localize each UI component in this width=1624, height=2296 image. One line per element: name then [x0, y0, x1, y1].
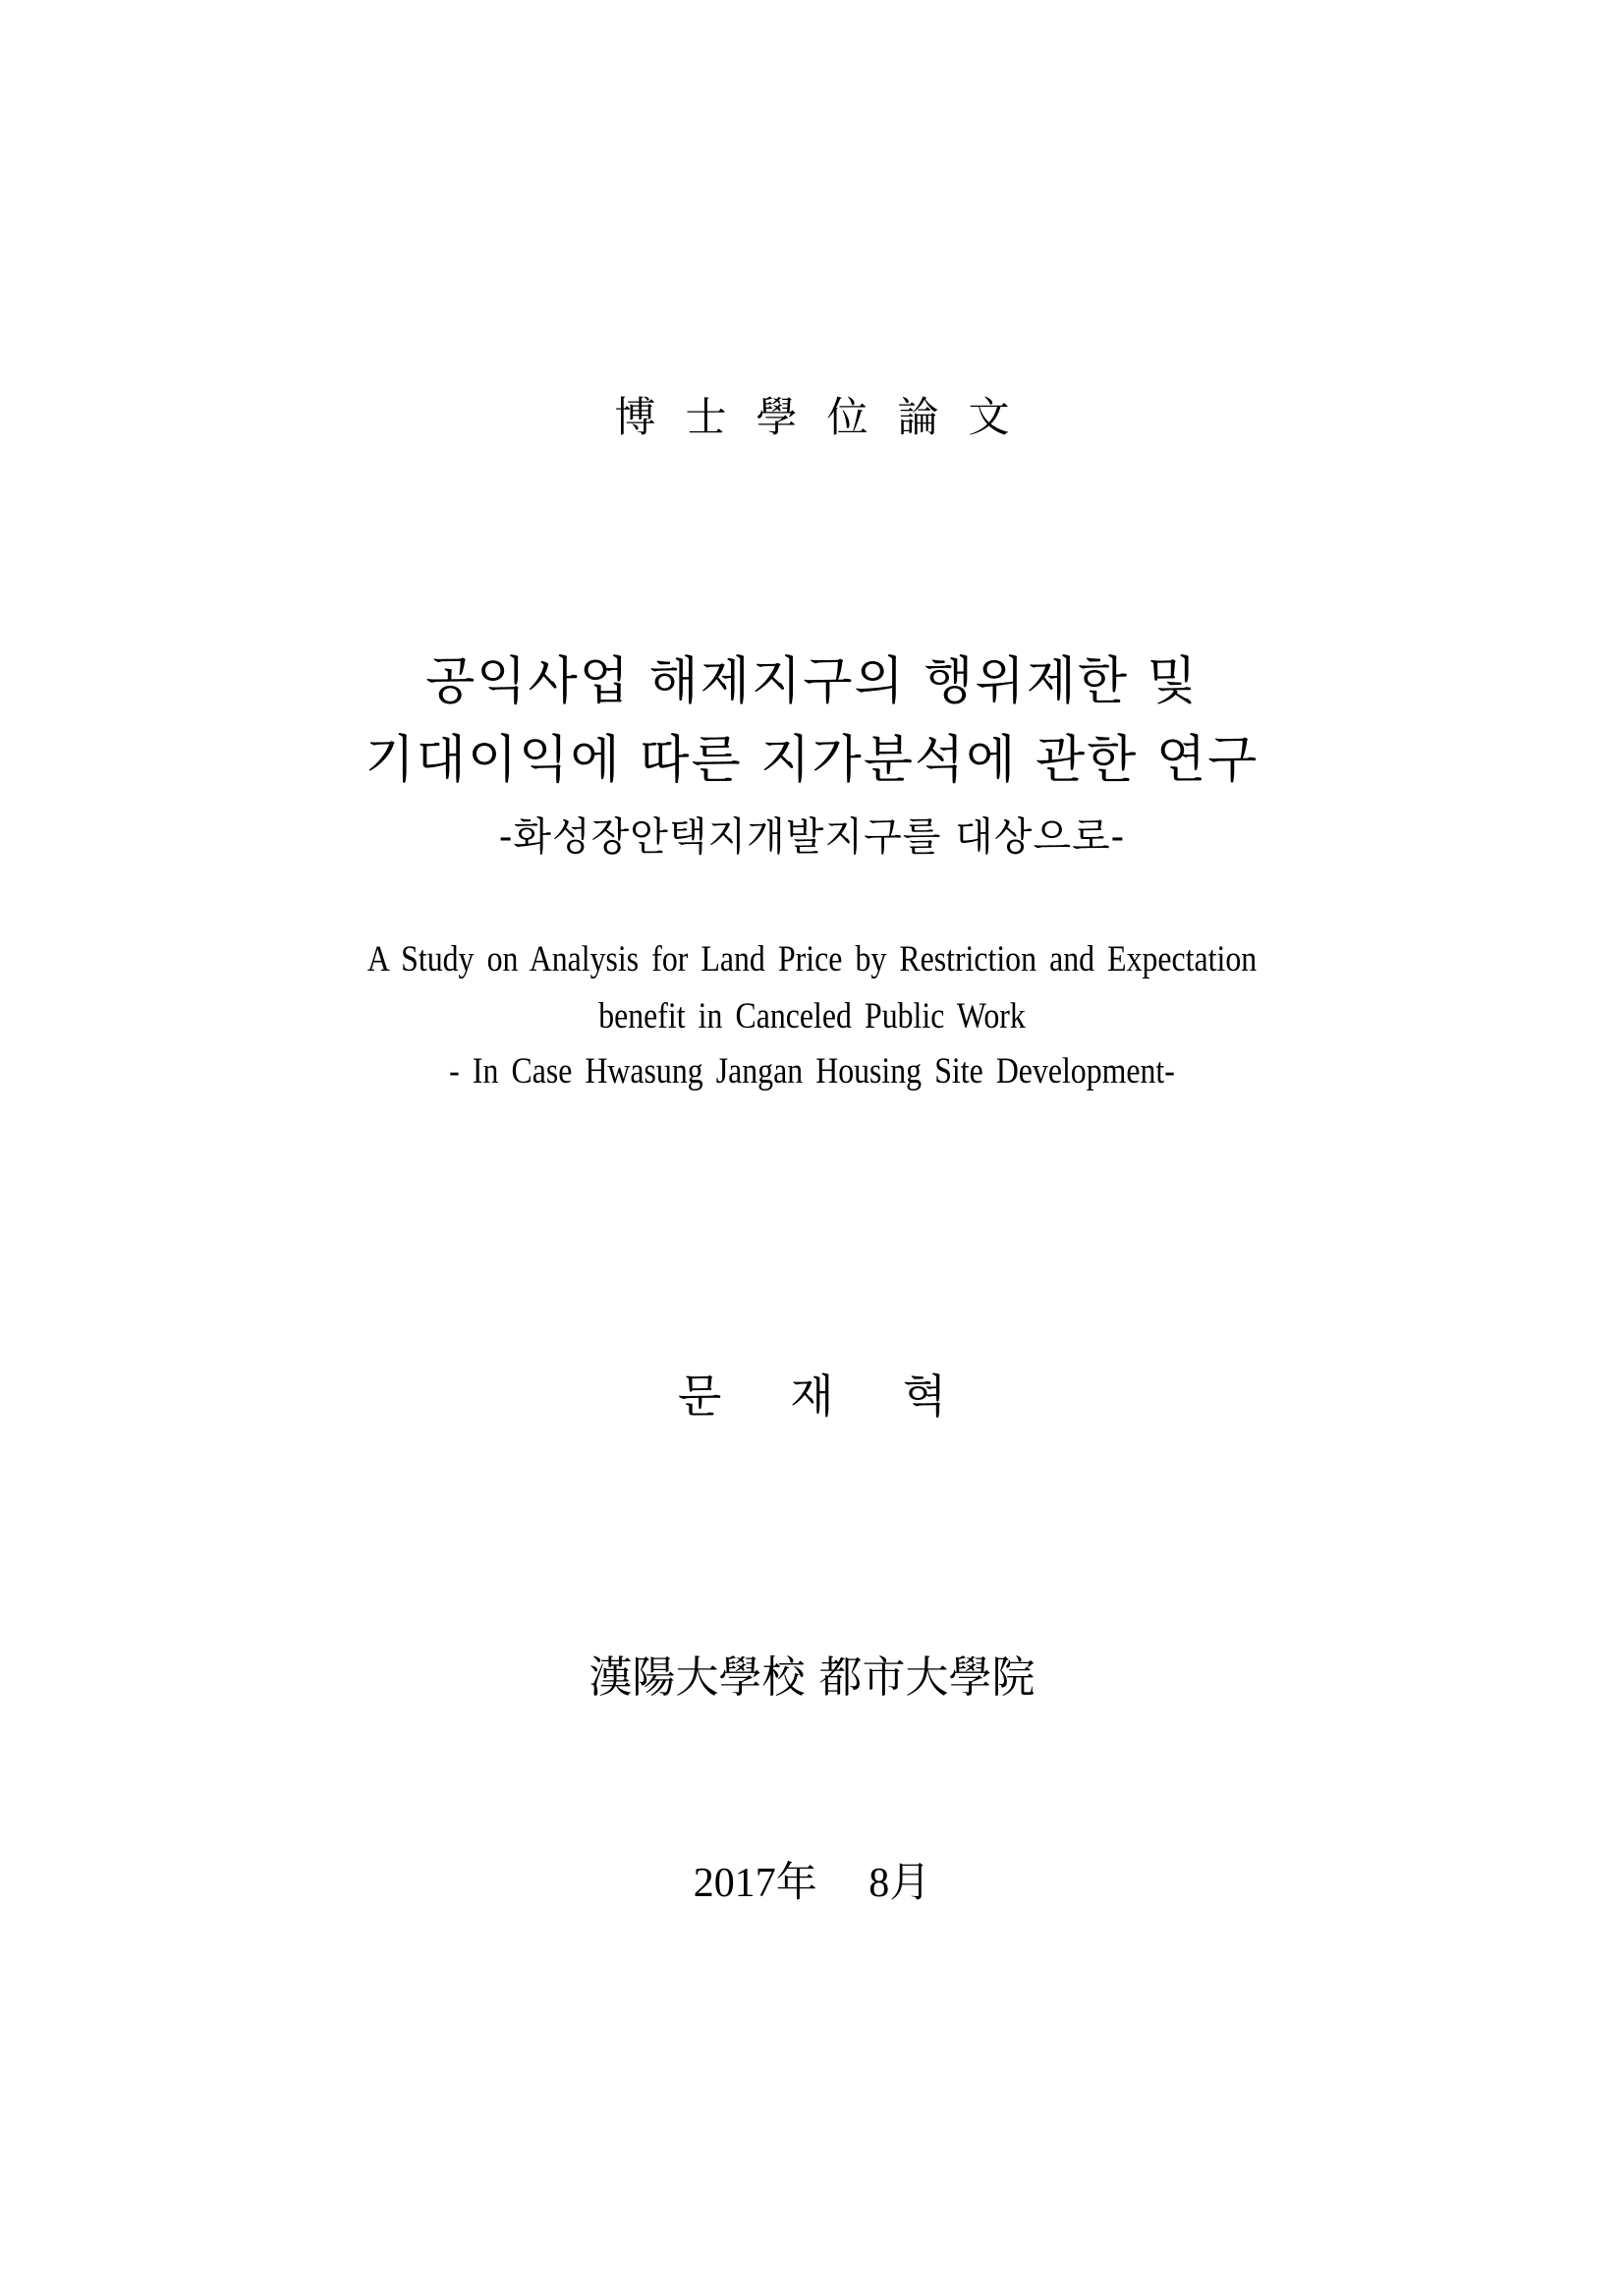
- institution-name: 漢陽大學校 都市大學院: [588, 1652, 1036, 1703]
- korean-subtitle: -화성장안택지개발지구를 대상으로-: [498, 814, 1126, 860]
- english-title-line-1: A Study on Analysis for Land Price by Restriction and Expectation: [366, 939, 1258, 980]
- english-title-line-2: benefit in Canceled Public Work: [598, 996, 1026, 1036]
- korean-title-line-1: 공익사업 해제지구의 행위제한 및: [425, 652, 1199, 711]
- author-name: 문재혁: [677, 1370, 1016, 1423]
- degree-type: 博士學位論文: [614, 393, 1039, 441]
- korean-title-line-2: 기대이익에 따른 지가분석에 관한 연구: [364, 731, 1260, 790]
- english-subtitle: - In Case Hwasung Jangan Housing Site Development-: [449, 1051, 1175, 1092]
- submission-date: 2017年 8月: [693, 1861, 931, 1906]
